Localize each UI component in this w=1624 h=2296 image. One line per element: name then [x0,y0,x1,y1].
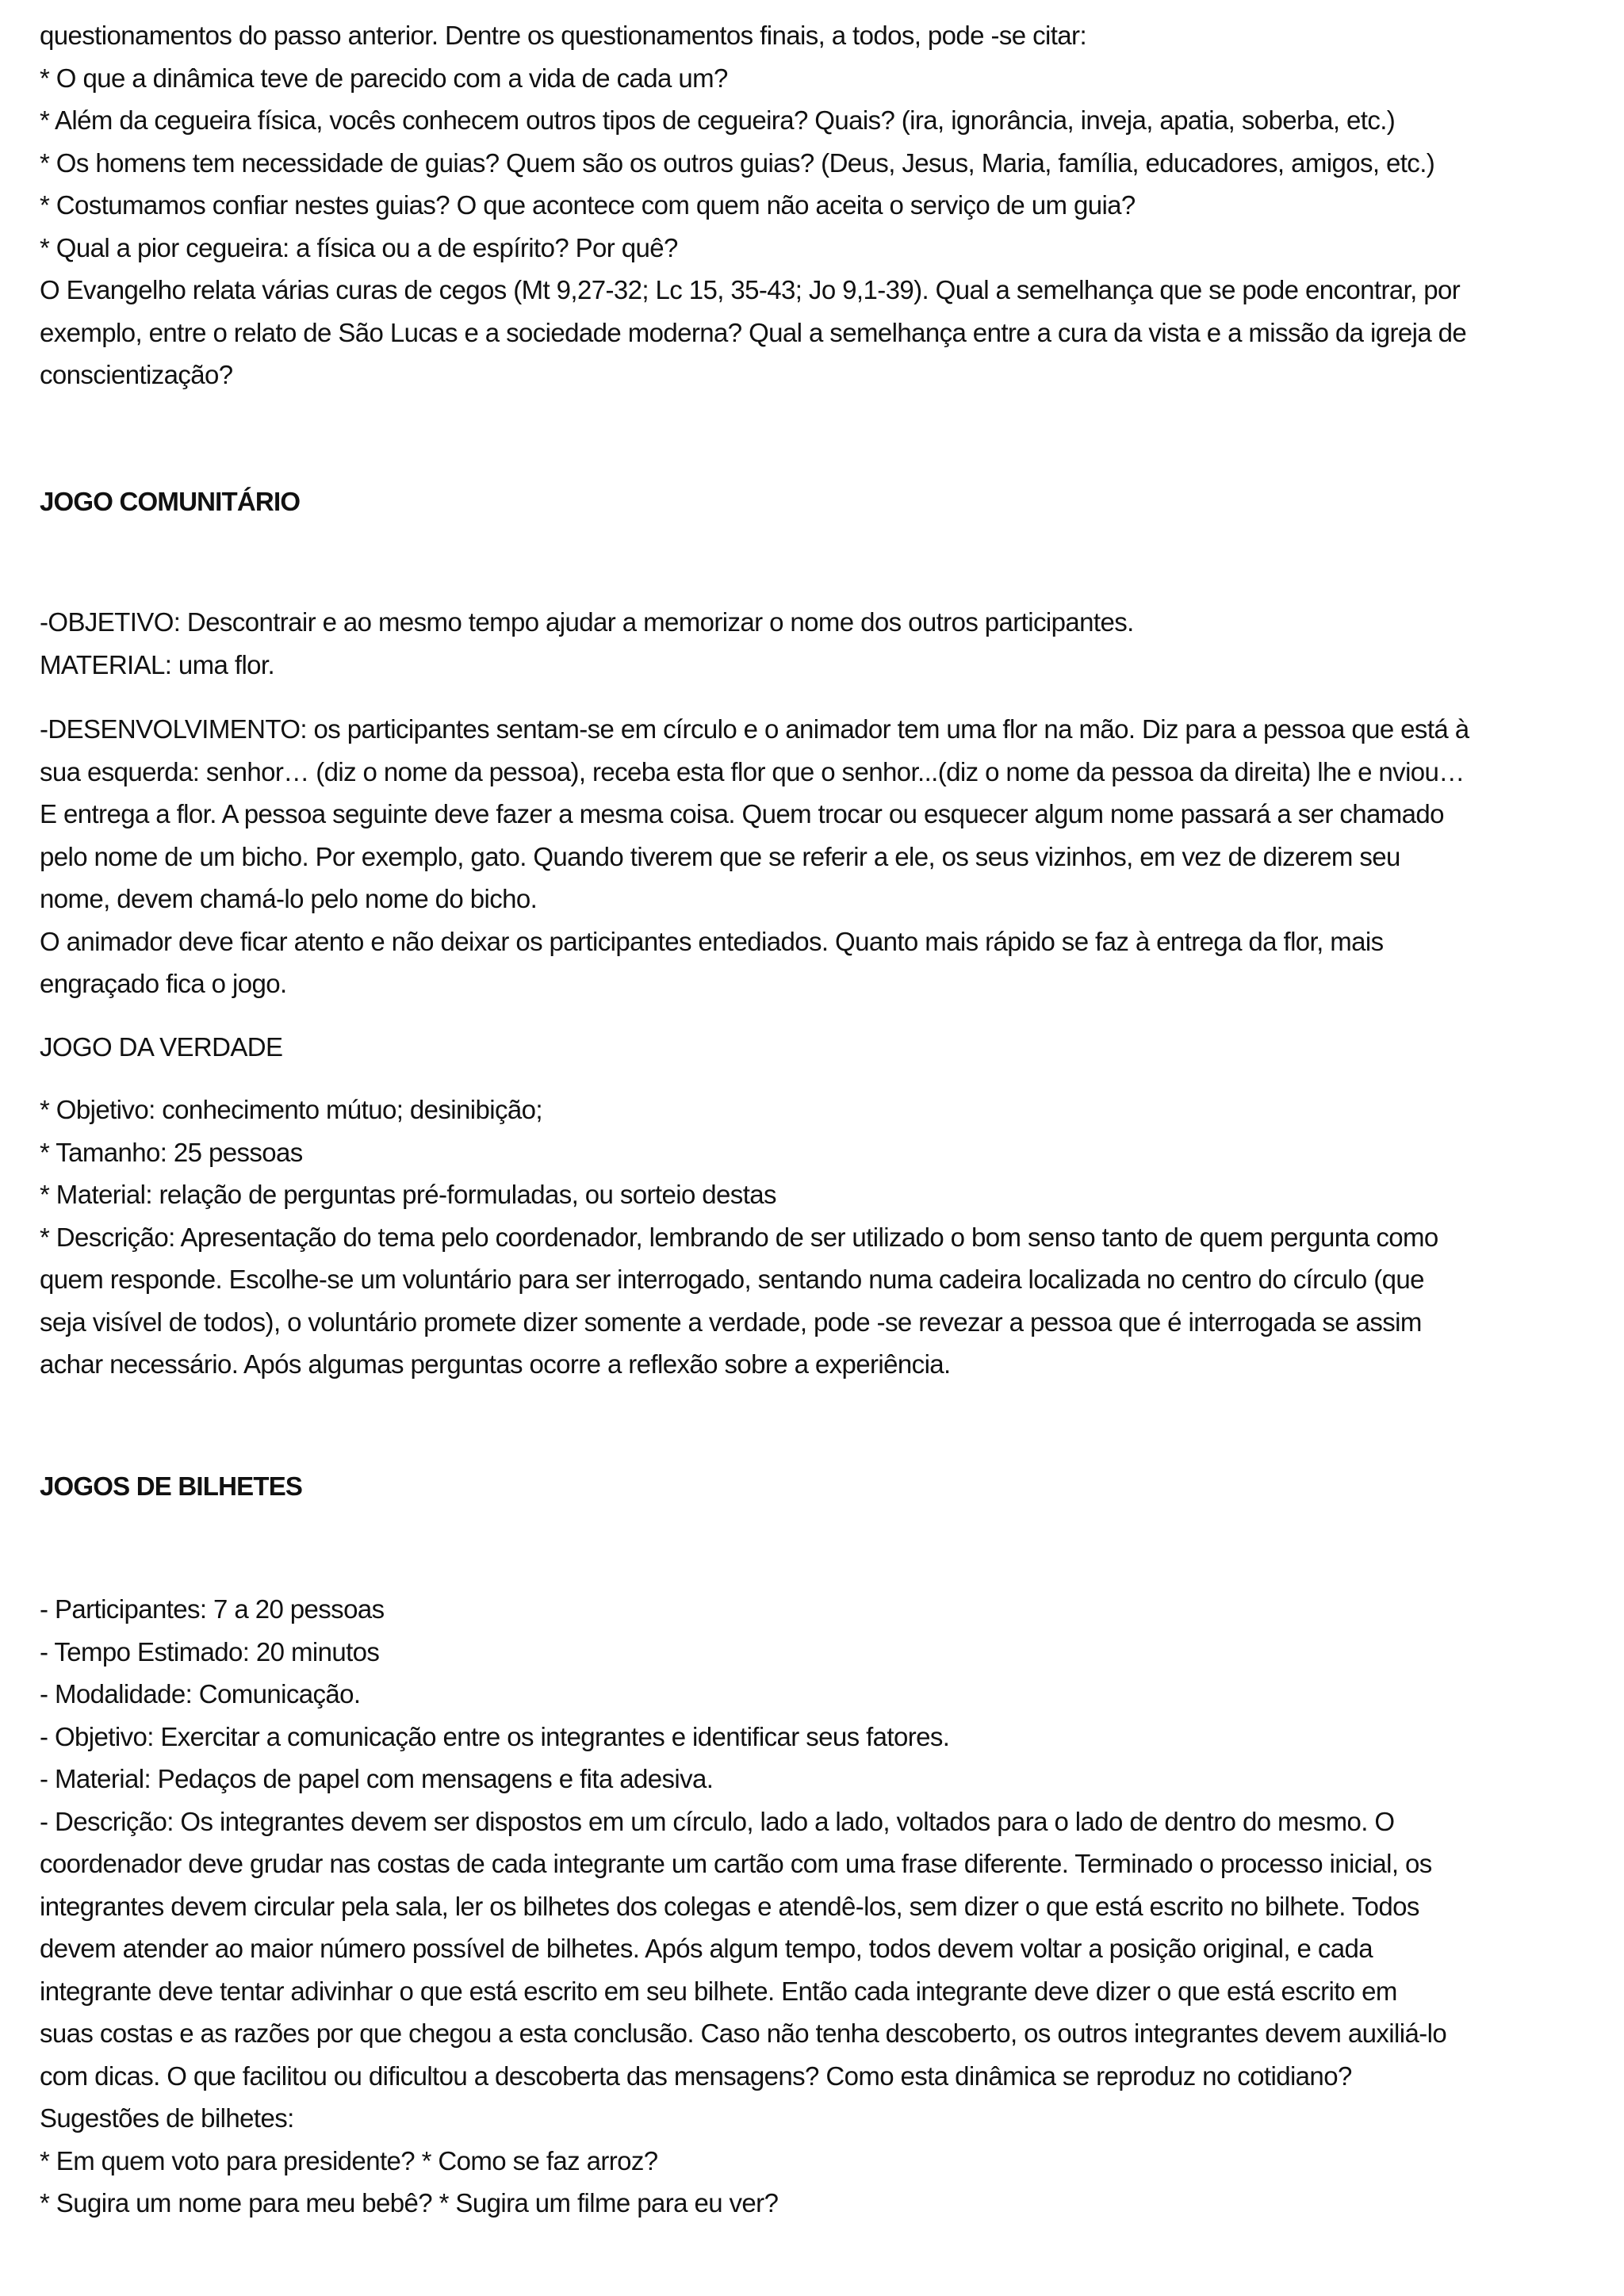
paragraph-line: - Objetivo: Exercitar a comunicação entre os integrantes e identificar seus fatores. [40,1721,950,1751]
paragraph-line: * Material: relação de perguntas pré-formuladas, ou sorteio destas [40,1180,776,1209]
paragraph-line: integrante deve tentar adivinhar o que está escrito em seu bilhete. Então cada integrante deve dizer o que está escrito em [40,1976,1397,2006]
paragraph-line: - Material: Pedaços de papel com mensagens e fita adesiva. [40,1764,714,1793]
paragraph-line: engraçado fica o jogo. [40,969,287,998]
paragraph-line: -DESENVOLVIMENTO: os participantes sentam-se em círculo e o animador tem uma flor na mão. Diz para a pessoa que está à [40,714,1469,744]
paragraph-line: achar necessário. Após algumas perguntas ocorre a reflexão sobre a experiência. [40,1349,951,1379]
paragraph-line: - Modalidade: Comunicação. [40,1679,361,1709]
section-heading: JOGOS DE BILHETES [40,1471,303,1501]
paragraph-line: seja visível de todos), o voluntário promete dizer somente a verdade, pode -se revezar a pessoa que é interrogada se assim [40,1307,1422,1337]
intro-section [40,14,1602,396]
paragraph-line: * Tamanho: 25 pessoas [40,1137,303,1167]
objetivo-paragraph [40,601,1602,686]
paragraph-line: E entrega a flor. A pessoa seguinte deve fazer a mesma coisa. Quem trocar ou esquecer algum nome passará a ser chamado [40,799,1444,828]
paragraph-line: -OBJETIVO: Descontrair e ao mesmo tempo ajudar a memorizar o nome dos outros participantes. [40,607,1134,637]
paragraph-line: O animador deve ficar atento e não deixar os participantes entediados. Quanto mais rápido se faz à entrega da flor, mais [40,926,1384,956]
section-heading: JOGO COMUNITÁRIO [40,486,301,516]
document-page [40,14,1602,2225]
intro-line: * Os homens tem necessidade de guias? Quem são os outros guias? (Deus, Jesus, Maria, família, educadores, amigos, etc.) [40,147,1435,178]
intro-line: * Além da cegueira física, vocês conhecem outros tipos de cegueira? Quais? (ira, ignorância, inveja, apatia, soberba, etc.) [40,105,1396,135]
paragraph-line: coordenador deve grudar nas costas de cada integrante um cartão com uma frase diferente. Terminado o processo inicial, os [40,1849,1432,1878]
paragraph-line: * Descrição: Apresentação do tema pelo coordenador, lembrando de ser utilizado o bom senso tanto de quem pergunta como [40,1222,1438,1252]
desenvolvimento-paragraph [40,708,1602,1005]
paragraph-line: integrantes devem circular pela sala, ler os bilhetes dos colegas e atendê-los, sem dizer o que está escrito no bilhete. Todos [40,1891,1419,1921]
intro-line: O Evangelho relata várias curas de cegos (Mt 9,27-32; Lc 15, 35-43; Jo 9,1-39). Qual a semelhança que se pode encontrar, por [40,275,1461,304]
paragraph-line: devem atender ao maior número possível de bilhetes. Após algum tempo, todos devem voltar a posição original, e cada [40,1934,1373,1963]
verdade-paragraph [40,1089,1602,1386]
paragraph-line: suas costas e as razões por que chegou a esta conclusão. Caso não tenha descoberto, os outros integrantes devem auxiliá-lo [40,2019,1447,2048]
paragraph-line: MATERIAL: uma flor. [40,649,275,679]
paragraph-line: - Participantes: 7 a 20 pessoas [40,1594,385,1624]
paragraph-line: * Em quem voto para presidente? * Como se faz arroz? [40,2145,658,2175]
paragraph-line: * Sugira um nome para meu bebê? * Sugira um filme para eu ver? [40,2188,779,2218]
paragraph-line: - Tempo Estimado: 20 minutos [40,1636,380,1667]
paragraph-line: Sugestões de bilhetes: [40,2103,294,2133]
section-jogo-comunitario [40,480,1602,1005]
paragraph-line: * Objetivo: conhecimento mútuo; desinibição; [40,1095,542,1124]
paragraph-line: pelo nome de um bicho. Por exemplo, gato. Quando tiverem que se referir a ele, os seus vizinhos, em vez de dizerem seu [40,841,1400,871]
paragraph-line: sua esquerda: senhor… (diz o nome da pessoa), receba esta flor que o senhor...(diz o nome da pessoa da direita) lhe e nviou… [40,756,1465,786]
intro-line: questionamentos do passo anterior. Dentre os questionamentos finais, a todos, pode -se citar: [40,21,1087,50]
intro-line: * O que a dinâmica teve de parecido com a vida de cada um? [40,63,728,93]
intro-line: * Costumamos confiar nestes guias? O que acontece com quem não aceita o serviço de um guia? [40,190,1136,220]
paragraph-line: quem responde. Escolhe-se um voluntário para ser interrogado, sentando numa cadeira localizada no centro do círculo (que [40,1265,1424,1294]
bilhetes-paragraph [40,1588,1602,2225]
paragraph-line: - Descrição: Os integrantes devem ser dispostos em um círculo, lado a lado, voltados para o lado de dentro do mesmo. O [40,1806,1395,1836]
section-jogos-de-bilhetes [40,1465,1602,2225]
intro-line: * Qual a pior cegueira: a física ou a de espírito? Por quê? [40,232,678,262]
paragraph-line: nome, devem chamá-lo pelo nome do bicho. [40,884,538,913]
intro-line: exemplo, entre o relato de São Lucas e a sociedade moderna? Qual a semelhança entre a cura da vista e a missão da igreja de [40,317,1467,347]
intro-line: conscientização? [40,360,233,389]
paragraph-line: com dicas. O que facilitou ou dificultou a descoberta das mensagens? Como esta dinâmica se reproduz no cotidiano? [40,2061,1352,2091]
section-heading: JOGO DA VERDADE [40,1031,283,1062]
section-jogo-da-verdade [40,1026,1602,1386]
